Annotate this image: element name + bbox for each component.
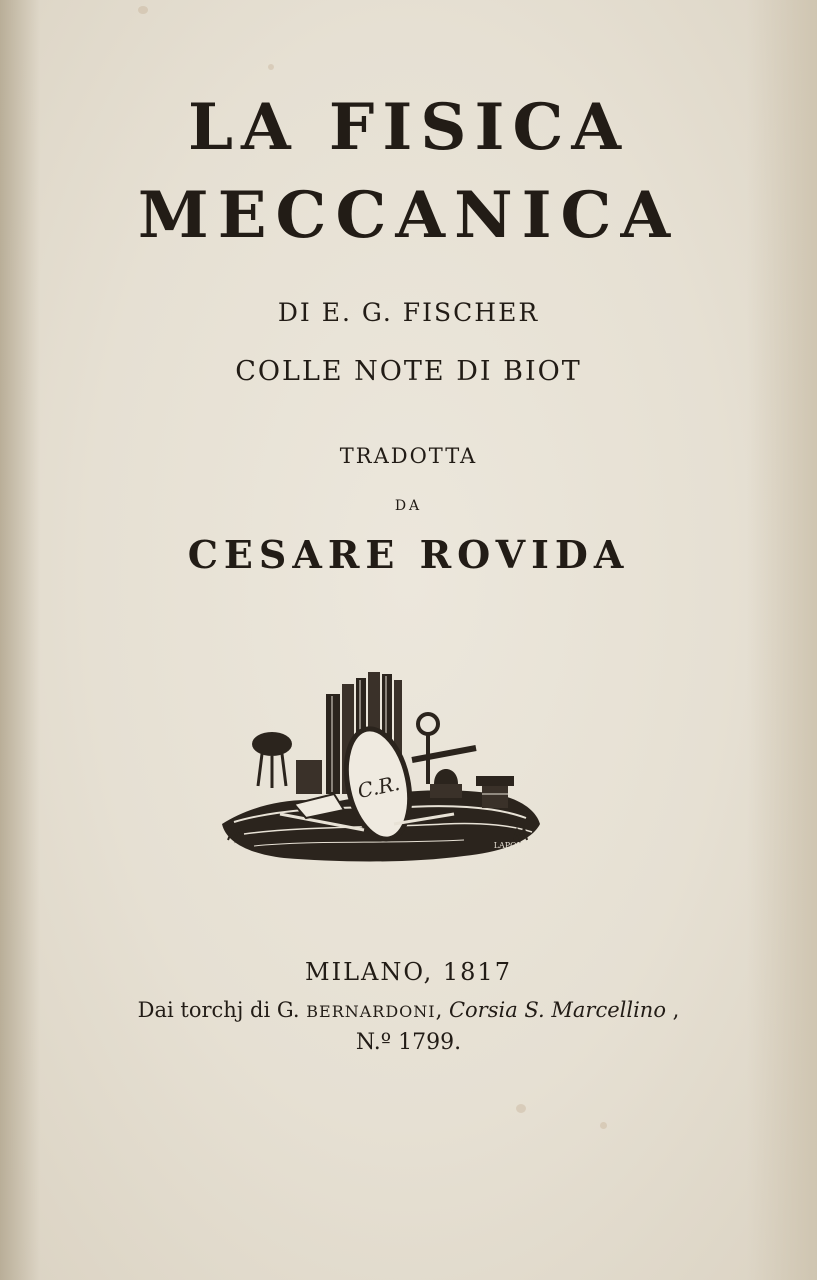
foxing-spot	[516, 1104, 526, 1113]
title-line-1: LA FISICA	[187, 90, 630, 165]
printer-address: Corsia S. Marcellino	[448, 998, 666, 1022]
translated-label: TRADOTTA	[339, 444, 478, 468]
vignette-monogram: C.R.	[355, 770, 402, 804]
printer-prefix: Dai torchj di G.	[137, 998, 300, 1022]
engraver-signature: LAPONO	[493, 841, 531, 850]
imprint-city-year: MILANO, 1817	[305, 958, 512, 986]
by-label: DA	[394, 498, 423, 514]
printer-name: BERNARDONI	[306, 1002, 436, 1021]
foxing-spot	[268, 64, 274, 70]
foxing-spot	[600, 1122, 607, 1129]
imprint-number: N.º 1799.	[355, 1030, 462, 1055]
notes-line: COLLE NOTE DI BIOT	[235, 356, 582, 387]
foxing-spot	[138, 6, 148, 14]
vignette-engraving	[214, 664, 544, 869]
translator-name: CESARE ROVIDA	[187, 532, 630, 577]
title-line-2: MECCANICA	[137, 178, 680, 253]
author-line: DI E. G. FISCHER	[277, 298, 540, 327]
imprint-printer: Dai torchj di G. BERNARDONI, Corsia S. Marcellino ,	[137, 998, 680, 1022]
